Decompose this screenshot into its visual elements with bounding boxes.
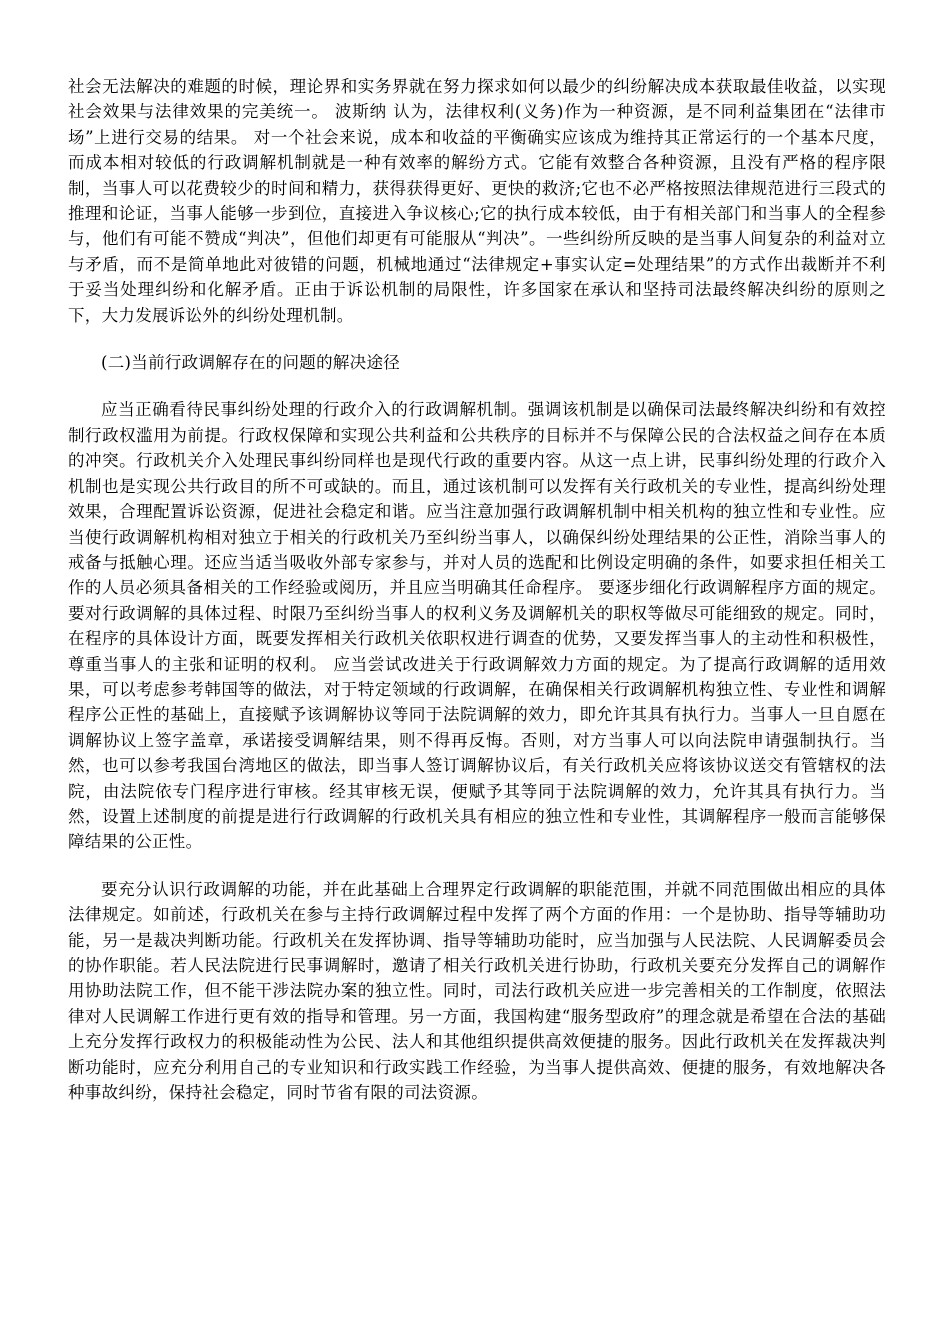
paragraph-gap bbox=[68, 375, 886, 397]
paragraph-solutions: 应当正确看待民事纠纷处理的行政介入的行政调解机制。强调该机制是以确保司法最终解决纠纷和有效控制行政权滥用为前提。行政权保障和实现公共利益和公共秩序的目标并不与保障公民的合法权益之间存在本质的冲突。行政机关介入处理民事纠纷同样也是现代行政的重要内容。从这一点上讲，民事纠纷处理的行政介入机制也是实现公共行政目的所不可或缺的。而且，通过该机制可以发挥有关行政机关的专业性，提高纠纷处理效果，合理配置诉讼资源，促进社会稳定和谐。应当注意加强行政调解机制中相关机构的独立性和专业性。应当使行政调解机构相对独立于相关的行政机关乃至纠纷当事人，以确保纠纷处理结果的公正性，消除当事人的戒备与抵触心理。还应当适当吸收外部专家参与，并对人员的选配和比例设定明确的条件，如要求担任相关工作的人员必须具备相关的工作经验或阅历，并且应当明确其任命程序。 要逐步细化行政调解程序方面的规定。要对行政调解的具体过程、时限乃至纠纷当事人的权利义务及调解机关的职权等做尽可能细致的规定。同时，在程序的具体设计方面，既要发挥相关行政机关依职权进行调查的优势，又要发挥当事人的主动性和积极性，尊重当事人的主张和证明的权利。 应当尝试改进关于行政调解效力方面的规定。为了提高行政调解的适用效果，可以考虑参考韩国等的做法，对于特定领域的行政调解，在确保相关行政调解机构独立性、专业性和调解程序公正性的基础上，直接赋予该调解协议等同于法院调解的效力，即允许其具有执行力。当事人一旦自愿在调解协议上签字盖章，承诺接受调解结果，则不得再反悔。否则，对方当事人可以向法院申请强制执行。当然，也可以参考我国台湾地区的做法，即当事人签订调解协议后，有关行政机关应将该协议送交有管辖权的法院，由法院依专门程序进行审核。经其审核无误，便赋予其等同于法院调解的效力，允许其具有执行力。当然，设置上述制度的前提是进行行政调解的行政机关具有相应的独立性和专业性，其调解程序一般而言能够保障结果的公正性。 bbox=[68, 400, 886, 852]
paragraph-continuation: 社会无法解决的难题的时候，理论界和实务界就在努力探求如何以最少的纠纷解决成本获取最佳收益，以实现社会效果与法律效果的完美统一。 波斯纳 认为，法律权利(义务)作为一种资源，是不同利益集团在“法律市场”上进行交易的结果。 对一个社会来说，成本和收益的平衡确实应该成为维持其正常运行的一个基本尺度，而成本相对较低的行政调解机制就是一种有效率的解纷方式。它能有效整合各种资源，且没有严格的程序限制，当事人可以花费较少的时间和精力，获得获得更好、更快的救济;它也不必严格按照法律规范进行三段式的推理和论证，当事人能够一步到位，直接进入争议核心;它的执行成本较低，由于有相关部门和当事人的全程参与，他们有可能不赞成“判决”，但他们却更有可能服从“判决”。一些纠纷所反映的是当事人间复杂的利益对立与矛盾，而不是简单地此对彼错的问题，机械地通过“法律规定+事实认定=处理结果”的方式作出裁断并不利于妥当处理纠纷和化解矛盾。正由于诉讼机制的局限性，许多国家在承认和坚持司法最终解决纠纷的原则之下，大力发展诉讼外的纠纷处理机制。 bbox=[68, 77, 886, 325]
paragraph-functions: 要充分认识行政调解的功能，并在此基础上合理界定行政调解的职能范围，并就不同范围做出相应的具体法律规定。如前述，行政机关在参与主持行政调解过程中发挥了两个方面的作用：一个是协助、指导等辅助功能，另一是裁决判断功能。行政机关在发挥协调、指导等辅助功能时，应当加强与人民法院、人民调解委员会的协作职能。若人民法院进行民事调解时，邀请了相关行政机关进行协助，行政机关要充分发挥自己的调解作用协助法院工作，但不能干涉法院办案的独立性。同时，司法行政机关应进一步完善相关的工作制度，依照法律对人民调解工作进行更有效的指导和管理。另一方面，我国构建“服务型政府”的理念就是希望在合法的基础上充分发挥行政权力的积极能动性为公民、法人和其他组织提供高效便捷的服务。因此行政机关在发挥裁决判断功能时，应充分利用自己的专业知识和行政实践工作经验，为当事人提供高效、便捷的服务，有效地解决各种事故纠纷，保持社会稳定，同时节省有限的司法资源。 bbox=[68, 879, 886, 1103]
document-page bbox=[68, 74, 886, 1105]
paragraph-gap bbox=[68, 328, 886, 350]
paragraph-gap bbox=[68, 855, 886, 877]
section-heading: (二)当前行政调解存在的问题的解决途径 bbox=[101, 353, 401, 373]
